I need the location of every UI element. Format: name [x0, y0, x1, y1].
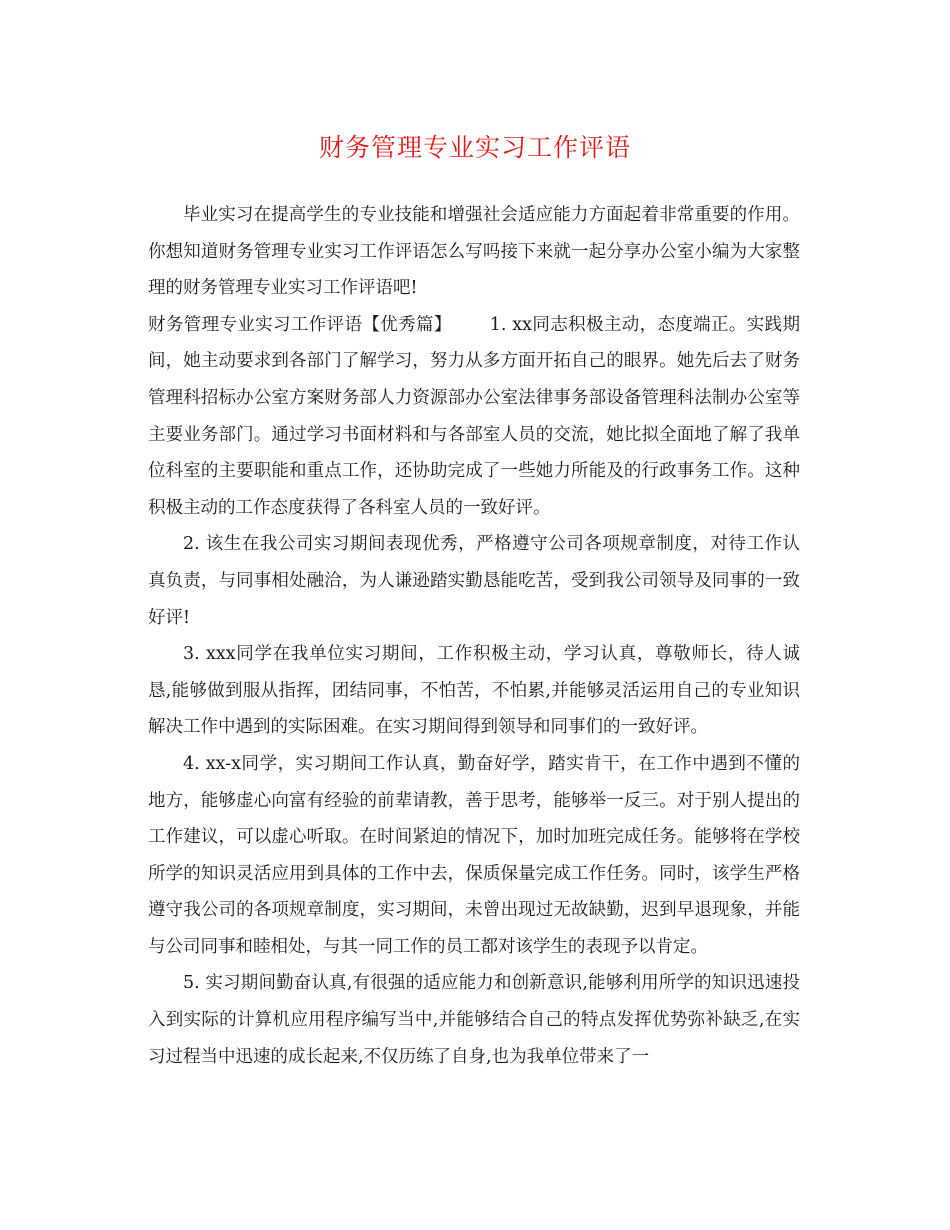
item-5: 5. 实习期间勤奋认真,有很强的适应能力和创新意识,能够利用所学的知识迅速投入到实际的计算机应用程序编写当中,并能够结合自己的特点发挥优势弥补缺乏,在实习过程当中迅速的成长起来,不仅历练了自身,也为我单位带来了一 — [148, 973, 800, 1067]
document-body — [148, 197, 800, 1075]
item-3: 3. xxx同学在我单位实习期间，工作积极主动，学习认真，尊敬师长，待人诚恳,能够做到服从指挥，团结同事，不怕苦，不怕累,并能够灵活运用自己的专业知识解决工作中遇到的实际困难。在实习期间得到领导和同事们的一致好评。 — [148, 644, 800, 738]
section-paragraph — [148, 307, 800, 527]
section-heading: 财务管理专业实习工作评语【优秀篇】 — [148, 314, 452, 335]
document-title: 财务管理专业实习工作评语 — [318, 133, 631, 162]
intro-paragraph: 毕业实习在提高学生的专业技能和增强社会适应能力方面起着非常重要的作用。你想知道财务管理专业实习工作评语怎么写吗接下来就一起分享办公室小编为大家整理的财务管理专业实习工作评语吧! — [148, 205, 800, 299]
item-2: 2. 该生在我公司实习期间表现优秀，严格遵守公司各项规章制度，对待工作认真负责，与同事相处融洽，为人谦逊踏实勤恳能吃苦，受到我公司领导及同事的一致好评! — [148, 534, 800, 628]
item-4: 4. xx-x同学，实习期间工作认真，勤奋好学，踏实肯干，在工作中遇到不懂的地方，能够虚心向富有经验的前辈请教，善于思考，能够举一反三。对于别人提出的工作建议，可以虚心听取。在时间紧迫的情况下，加时加班完成任务。能够将在学校所学的知识灵活应用到具体的工作中去，保质保量完成工作任务。同时，该学生严格遵守我公司的各项规章制度，实习期间，未曾出现过无故缺勤，迟到早退现象，并能与公司同事和睦相处，与其一同工作的员工都对该学生的表现予以肯定。 — [148, 753, 800, 957]
item-1: 1. xx同志积极主动，态度端正。实践期间，她主动要求到各部门了解学习，努力从多方面开拓自己的眼界。她先后去了财务管理科招标办公室方案财务部人力资源部办公室法律事务部设备管理科法制办公室等主要业务部门。通过学习书面材料和与各部室人员的交流，她比拟全面地了解了我单位科室的主要职能和重点工作，还协助完成了一些她力所能及的行政事务工作。这种积极主动的工作态度获得了各科室人员的一致好评。 — [148, 314, 801, 518]
